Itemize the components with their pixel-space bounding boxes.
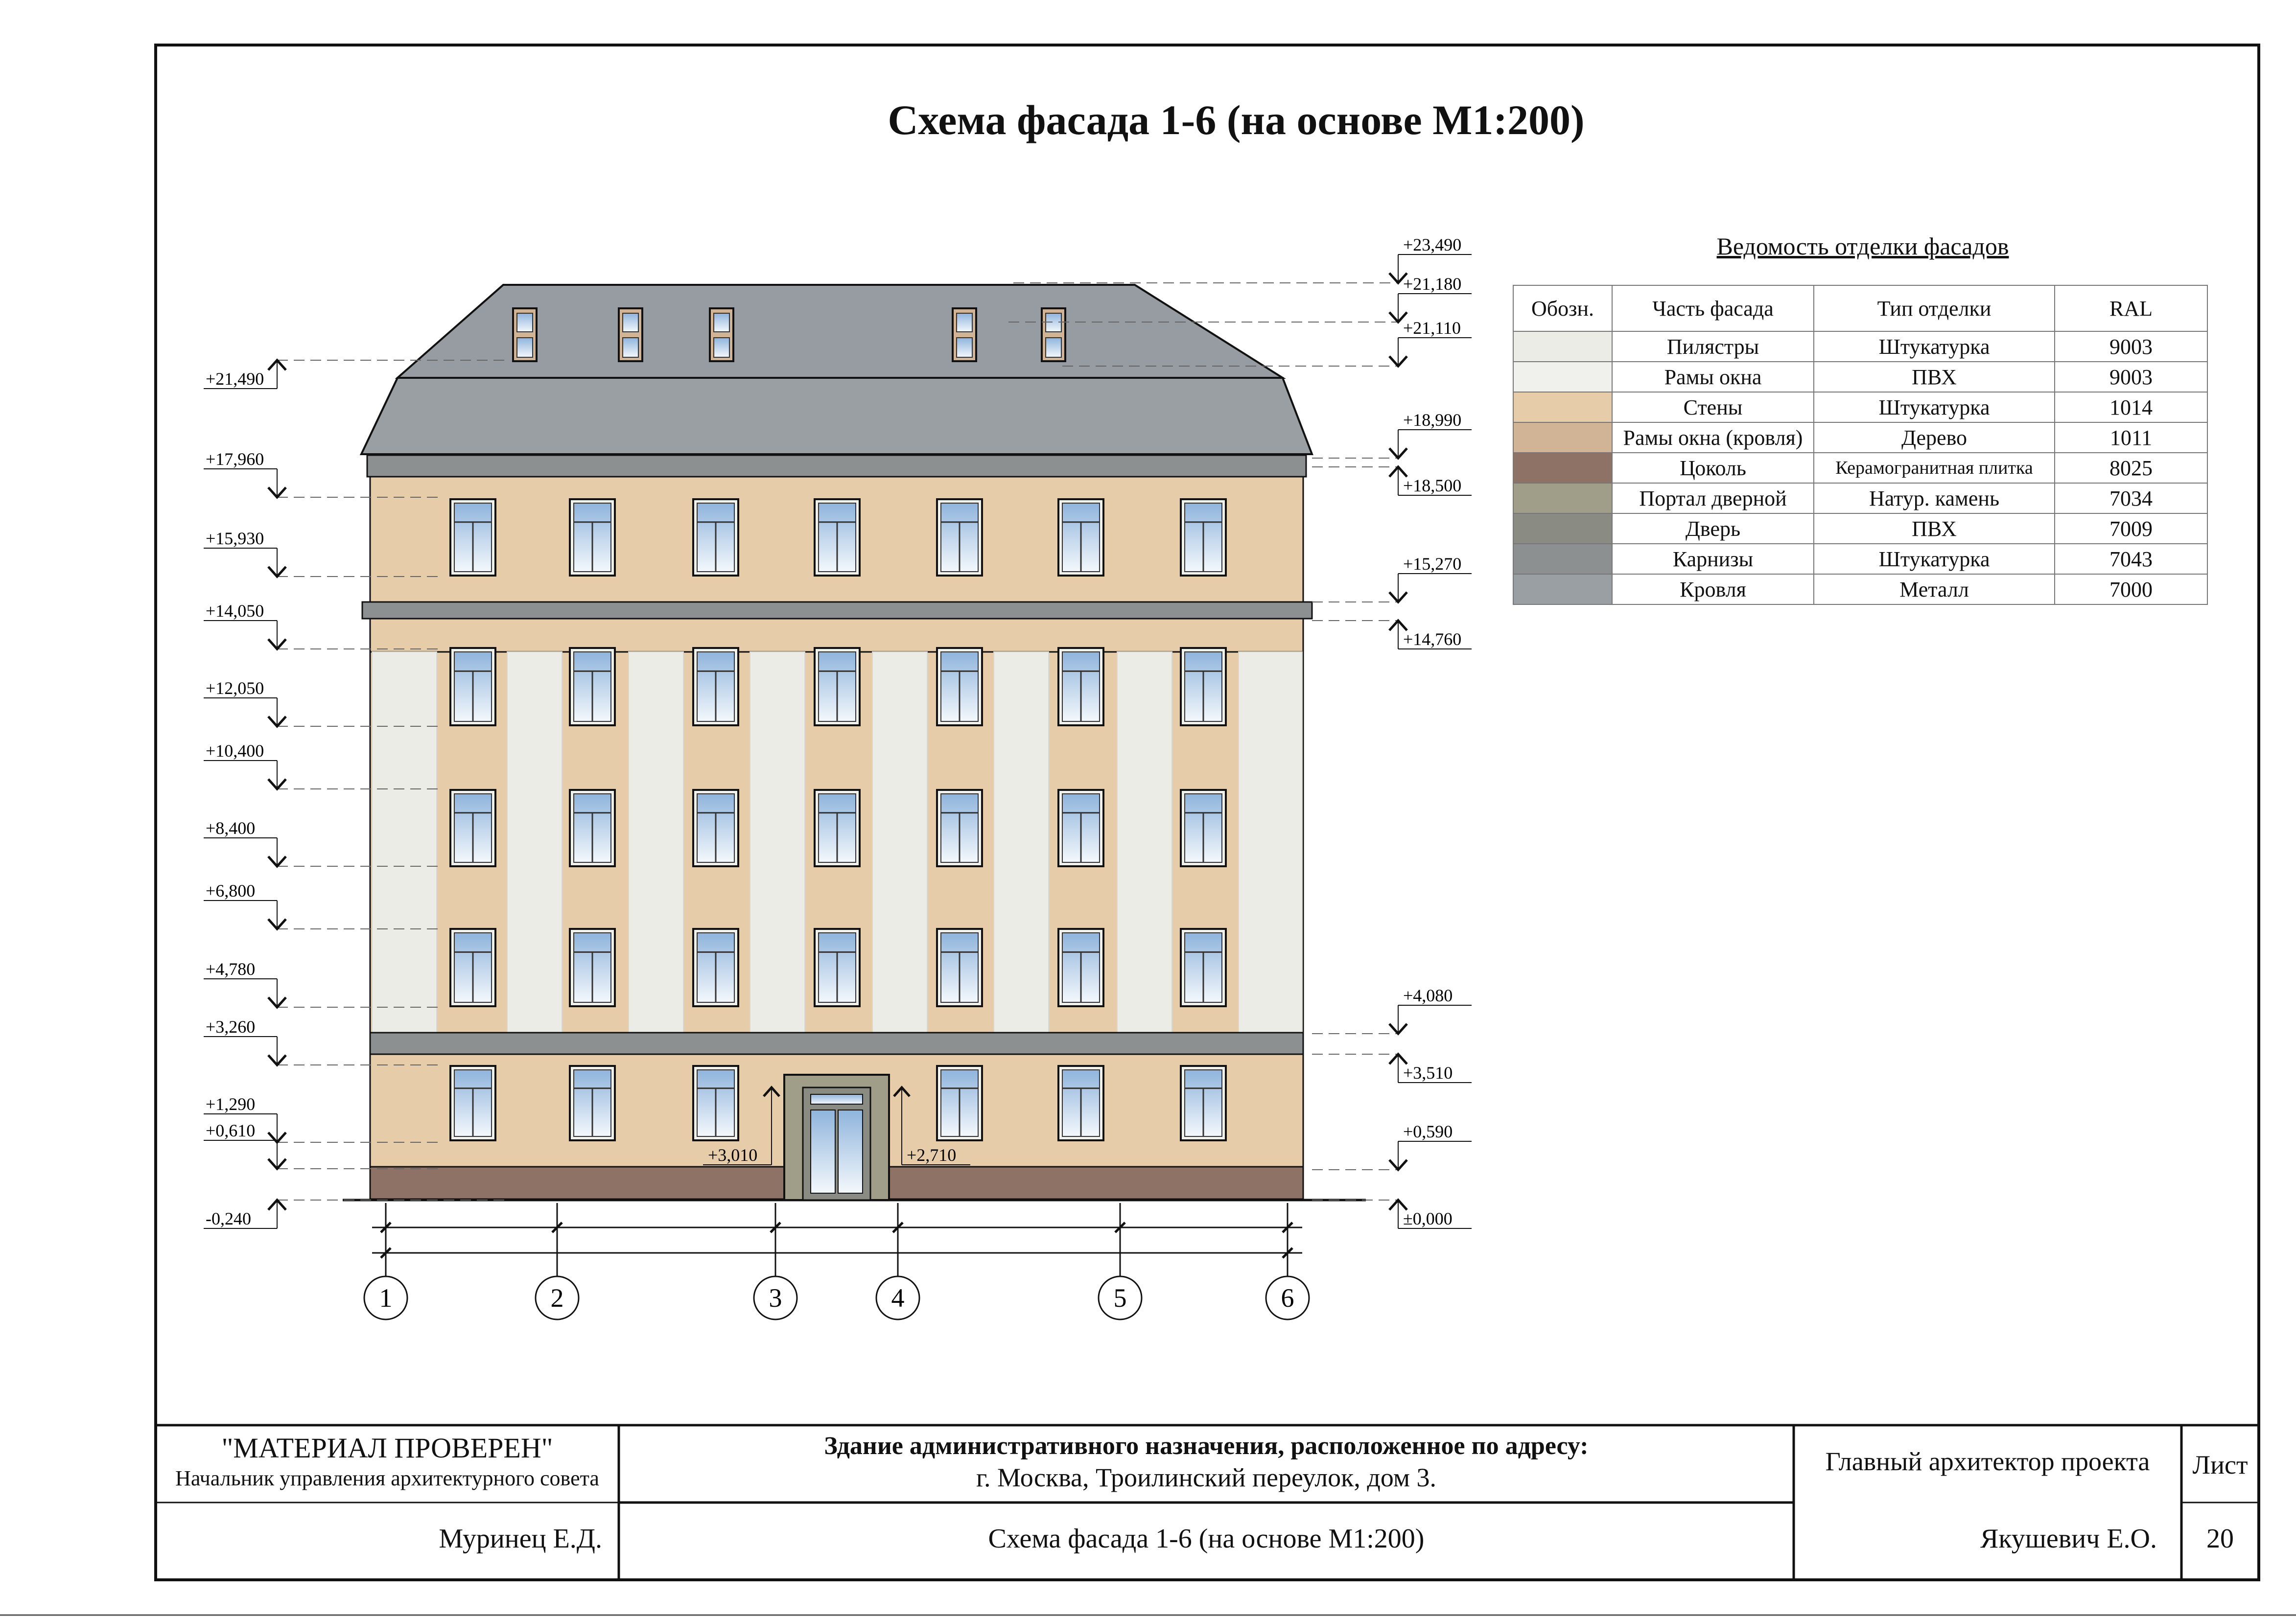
project-address: г. Москва, Троилинский переулок, дом 3.	[976, 1463, 1437, 1492]
svg-text:5: 5	[1113, 1283, 1127, 1313]
project-title: Здание административного назначения, расположенное по адресу:	[824, 1432, 1589, 1460]
finish-type: Натур. камень	[1814, 483, 2055, 513]
finish-part: Рамы окна (кровля)	[1612, 422, 1814, 453]
svg-text:6: 6	[1281, 1283, 1294, 1313]
finish-type: ПВХ	[1814, 362, 2055, 392]
svg-text:+23,490: +23,490	[1403, 235, 1462, 254]
finish-part: Цоколь	[1612, 453, 1814, 483]
svg-text:+4,780: +4,780	[206, 959, 256, 979]
finish-part: Рамы окна	[1612, 362, 1814, 392]
finish-type: ПВХ	[1814, 513, 2055, 544]
svg-text:+18,500: +18,500	[1403, 476, 1462, 495]
ral-code: 7034	[2055, 483, 2207, 513]
finish-type: Штукатурка	[1814, 544, 2055, 574]
svg-text:+0,590: +0,590	[1403, 1122, 1453, 1141]
ral-code: 7043	[2055, 544, 2207, 574]
header-ral: RAL	[2055, 285, 2207, 331]
check-name: Муринец Е.Д.	[439, 1524, 602, 1554]
ral-code: 7000	[2055, 574, 2207, 604]
svg-text:+21,110: +21,110	[1403, 318, 1461, 338]
svg-text:+21,490: +21,490	[206, 369, 264, 389]
sheet-number: 20	[2206, 1524, 2234, 1554]
ral-code: 1014	[2055, 392, 2207, 422]
svg-text:+15,930: +15,930	[206, 529, 264, 548]
svg-text:+10,400: +10,400	[206, 741, 264, 761]
svg-text:2: 2	[550, 1283, 564, 1313]
finish-type: Керамогранитная плитка	[1814, 453, 2055, 483]
check-label: "МАТЕРИАЛ ПРОВЕРЕН"	[221, 1432, 553, 1464]
svg-text:3: 3	[769, 1283, 782, 1313]
svg-text:4: 4	[891, 1283, 905, 1313]
finish-type: Дерево	[1814, 422, 2055, 453]
svg-text:+6,800: +6,800	[206, 881, 256, 901]
span-dimension: 4440	[456, 1208, 487, 1225]
finish-type: Штукатурка	[1814, 392, 2055, 422]
drawing-title: Схема фасада 1-6 (на основе М1:200)	[888, 96, 1585, 143]
header-mark: Обозн.	[1513, 285, 1612, 331]
svg-text:+21,180: +21,180	[1403, 274, 1462, 294]
svg-text:+0,610: +0,610	[206, 1121, 256, 1140]
architect-role: Главный архитектор проекта	[1825, 1447, 2150, 1476]
drawing-name: Схема фасада 1-6 (на основе М1:200)	[988, 1524, 1425, 1554]
header-finish: Тип отделки	[1814, 285, 2055, 331]
svg-text:+12,050: +12,050	[206, 678, 264, 698]
svg-text:±0,000: ±0,000	[1403, 1209, 1453, 1228]
svg-text:+4,080: +4,080	[1403, 986, 1453, 1005]
finish-part: Портал дверной	[1612, 483, 1814, 513]
svg-text:+1,290: +1,290	[206, 1094, 256, 1114]
svg-text:-0,240: -0,240	[206, 1209, 251, 1228]
finish-part: Карнизы	[1612, 544, 1814, 574]
span-dimension: 5730	[993, 1208, 1025, 1225]
ral-code: 1011	[2055, 422, 2207, 453]
ral-code: 8025	[2055, 453, 2207, 483]
svg-text:+17,960: +17,960	[206, 449, 264, 469]
finish-part: Кровля	[1612, 574, 1814, 604]
check-role: Начальник управления архитектурного совета	[175, 1466, 599, 1490]
svg-text:+2,710: +2,710	[907, 1145, 957, 1165]
svg-text:+14,760: +14,760	[1403, 629, 1462, 649]
svg-text:+3,260: +3,260	[206, 1017, 256, 1037]
svg-text:+3,510: +3,510	[1403, 1063, 1453, 1083]
ral-code: 9003	[2055, 331, 2207, 362]
finish-type: Металл	[1814, 574, 2055, 604]
span-dimension: 4350	[1188, 1208, 1219, 1225]
ral-code: 9003	[2055, 362, 2207, 392]
finish-part: Стены	[1612, 392, 1814, 422]
svg-text:+3,010: +3,010	[708, 1145, 758, 1165]
finish-type: Штукатурка	[1814, 331, 2055, 362]
span-dimension: 3150	[821, 1208, 852, 1225]
architect-name: Якушевич Е.О.	[1980, 1524, 2157, 1554]
svg-text:+15,270: +15,270	[1403, 554, 1462, 574]
finish-part: Пилястры	[1612, 331, 1814, 362]
ral-code: 7009	[2055, 513, 2207, 544]
svg-text:+18,990: +18,990	[1403, 410, 1462, 430]
sheet-label: Лист	[2192, 1450, 2248, 1479]
total-dimension: 23310	[818, 1233, 857, 1251]
header-part: Часть фасада	[1612, 285, 1814, 331]
svg-text:1: 1	[379, 1283, 393, 1313]
span-dimension: 5640	[651, 1208, 682, 1225]
finish-part: Дверь	[1612, 513, 1814, 544]
legend-title: Ведомость отделки фасадов	[1716, 232, 2009, 260]
svg-text:+14,050: +14,050	[206, 601, 264, 621]
svg-text:+8,400: +8,400	[206, 818, 256, 838]
